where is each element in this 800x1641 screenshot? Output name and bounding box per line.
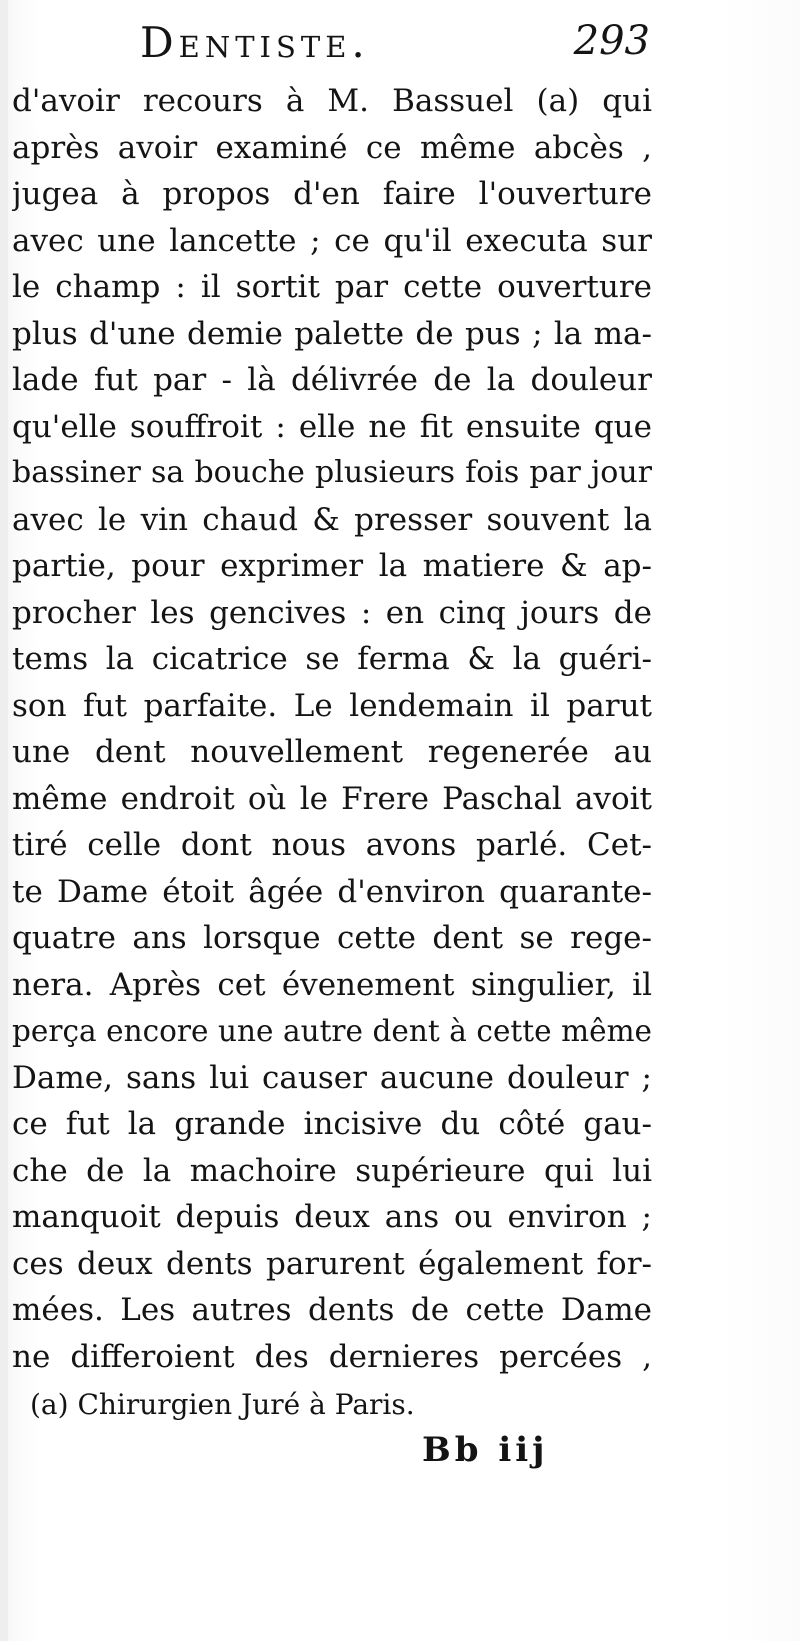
text-line: jugea à propos d'en faire l'ouverture [12, 176, 652, 212]
text-line: tems la cicatrice se ferma & la guéri- [12, 641, 652, 677]
text-line: lade fut par - là délivrée de la douleur [12, 362, 652, 398]
text-line: procher les gencives : en cinq jours de [12, 594, 652, 631]
text-line: même endroit où le Frere Paschal avoit [12, 780, 652, 817]
text-line: après avoir examiné ce même abcès , [12, 129, 652, 166]
text-line: ne differoient des dernieres percées , [12, 1338, 652, 1375]
text-line: tiré celle dont nous avons parlé. Cet- [12, 827, 652, 863]
text-line: plus d'une demie palette de pus ; la ma- [12, 315, 652, 352]
text-line: avec le vin chaud & presser souvent la [12, 501, 652, 538]
running-head: Dentiste. [140, 18, 370, 67]
text-line: partie, pour exprimer la matiere & ap- [12, 548, 652, 584]
text-line: avec une lancette ; ce qu'il executa sur [12, 222, 652, 259]
text-line: ces deux dents parurent également for- [12, 1245, 652, 1282]
text-line: perça encore une autre dent à cette même [12, 1014, 652, 1048]
text-line: qu'elle souffroit : elle ne fit ensuite que [12, 408, 652, 445]
footnote: (a) Chirurgien Juré à Paris. [30, 1388, 415, 1421]
text-line: bassiner sa bouche plusieurs fois par jour [12, 455, 652, 490]
text-line: Dame, sans lui causer aucune douleur ; [12, 1059, 652, 1096]
text-line: mées. Les autres dents de cette Dame [12, 1292, 652, 1328]
text-line: le champ : il sortit par cette ouverture [12, 269, 652, 305]
text-line: ce fut la grande incisive du côté gau- [12, 1106, 652, 1142]
page-edge-shadow [0, 0, 8, 1641]
signature-mark: Bb iij [422, 1430, 549, 1470]
body-text [12, 78, 652, 1380]
text-line: che de la machoire supérieure qui lui [12, 1152, 652, 1189]
page-number: 293 [573, 18, 650, 64]
page-header [140, 18, 650, 78]
text-line: d'avoir recours à M. Bassuel (a) qui [12, 83, 652, 119]
text-line: te Dame étoit âgée d'environ quarante- [12, 873, 652, 910]
text-line: manquoit depuis deux ans ou environ ; [12, 1199, 652, 1235]
text-line: son fut parfaite. Le lendemain il parut [12, 687, 652, 724]
text-line: une dent nouvellement regenerée au [12, 734, 652, 770]
text-line: quatre ans lorsque cette dent se rege- [12, 920, 652, 956]
text-line: nera. Après cet évenement singulier, il [12, 966, 652, 1003]
